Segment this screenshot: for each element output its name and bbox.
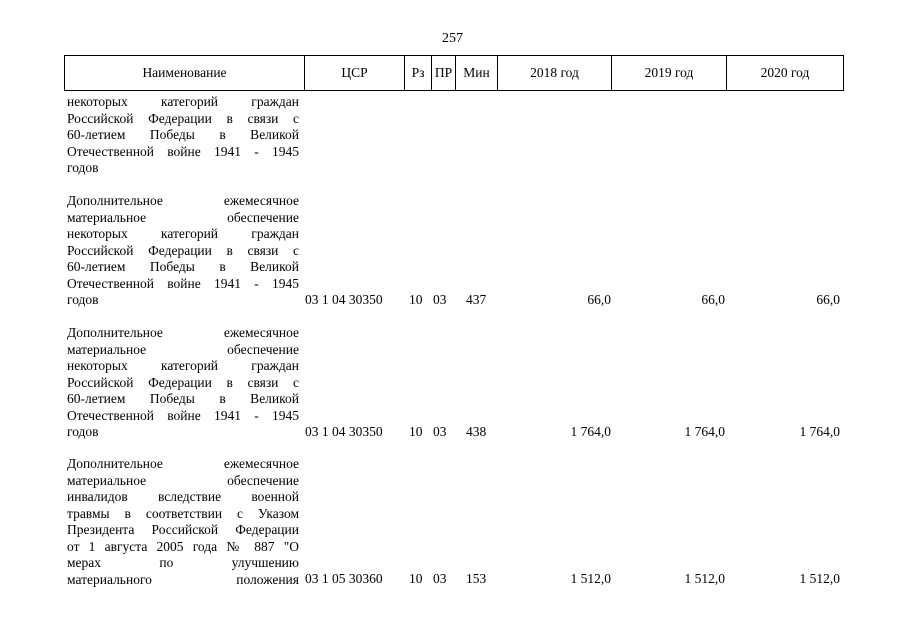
description-line: материальное обеспечение <box>67 341 299 357</box>
header-name: Наименование <box>65 56 305 90</box>
description-line: мерах по улучшению <box>67 555 299 570</box>
cell-rz: 10 <box>409 292 423 307</box>
row-description <box>67 193 299 309</box>
header-pr: ПР <box>432 56 456 90</box>
description-line: 60-летием Победы в Великой <box>67 127 299 142</box>
description-line: годов <box>67 292 99 307</box>
description-line: Отечественной войне 1941 - 1945 <box>67 407 299 423</box>
cell-2020: 1 764,0 <box>799 424 840 439</box>
cell-csr: 03 1 04 30350 <box>305 292 383 307</box>
description-line: Российской Федерации в связи с <box>67 374 299 390</box>
description-line: некоторых категорий граждан <box>67 358 299 373</box>
description-line: годов <box>67 160 99 175</box>
description-line: Российской Федерации в связи с <box>67 242 299 258</box>
cell-2019: 1 512,0 <box>684 571 725 586</box>
description-line: Российской Федерации в связи с <box>67 110 299 126</box>
description-line: материальное обеспечение <box>67 472 299 488</box>
description-line: Отечественной войне 1941 - 1945 <box>67 275 299 291</box>
cell-csr: 03 1 05 30360 <box>305 571 383 586</box>
header-2018: 2018 год <box>498 56 612 90</box>
cell-2020: 1 512,0 <box>799 571 840 586</box>
description-line: 60-летием Победы в Великой <box>67 391 299 406</box>
cell-2019: 66,0 <box>701 292 725 307</box>
cell-pr: 03 <box>433 571 447 586</box>
description-line: Дополнительное ежемесячное <box>67 325 299 340</box>
description-line: некоторых категорий граждан <box>67 94 299 109</box>
description-line: от 1 августа 2005 года № 887 "О <box>67 538 299 554</box>
cell-2018: 1 764,0 <box>570 424 611 439</box>
description-line: Дополнительное ежемесячное <box>67 456 299 471</box>
cell-pr: 03 <box>433 424 447 439</box>
description-line: Дополнительное ежемесячное <box>67 193 299 208</box>
row-description <box>67 94 299 177</box>
cell-2019: 1 764,0 <box>684 424 725 439</box>
cell-2018: 1 512,0 <box>570 571 611 586</box>
row-description <box>67 456 299 588</box>
description-line: Отечественной войне 1941 - 1945 <box>67 143 299 159</box>
cell-csr: 03 1 04 30350 <box>305 424 383 439</box>
description-line: Президента Российской Федерации <box>67 522 299 537</box>
cell-pr: 03 <box>433 292 447 307</box>
page-number: 257 <box>442 31 463 46</box>
header-2019: 2019 год <box>612 56 727 90</box>
cell-min: 437 <box>466 292 487 307</box>
cell-min: 153 <box>466 571 487 586</box>
description-line: инвалидов вследствие военной <box>67 489 299 504</box>
cell-min: 438 <box>466 424 487 439</box>
row-description <box>67 325 299 441</box>
description-line: некоторых категорий граждан <box>67 226 299 241</box>
header-csr: ЦСР <box>305 56 405 90</box>
cell-2018: 66,0 <box>587 292 611 307</box>
header-min: Мин <box>456 56 498 90</box>
table-header <box>64 55 844 91</box>
header-rz: Рз <box>405 56 432 90</box>
description-line: материального положения <box>67 571 299 587</box>
header-2020: 2020 год <box>760 65 810 80</box>
description-line: травмы в соответствии с Указом <box>67 505 299 521</box>
description-line: материальное обеспечение <box>67 209 299 225</box>
description-line: 60-летием Победы в Великой <box>67 259 299 274</box>
cell-rz: 10 <box>409 571 423 586</box>
cell-rz: 10 <box>409 424 423 439</box>
cell-2020: 66,0 <box>816 292 840 307</box>
description-line: годов <box>67 424 99 439</box>
